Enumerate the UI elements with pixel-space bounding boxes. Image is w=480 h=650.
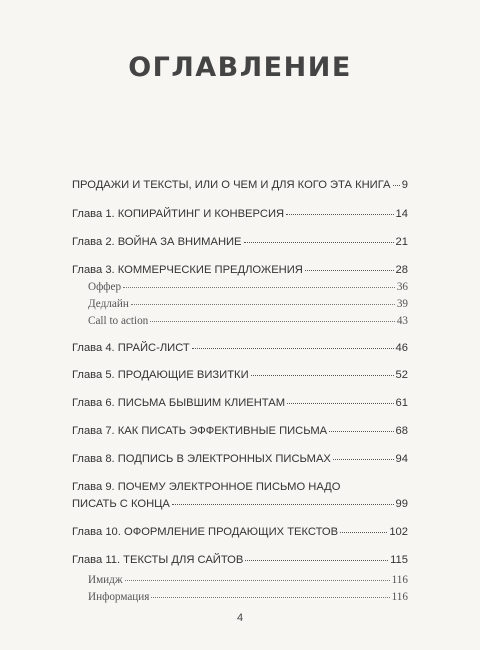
dot-leader — [245, 560, 388, 561]
toc-subentry-deadline — [88, 297, 408, 311]
toc-entry-page: 94 — [395, 453, 408, 465]
toc-subentry-label: Имидж — [88, 574, 123, 586]
toc-entry-intro — [72, 178, 408, 192]
toc-entry-page: 46 — [395, 342, 408, 354]
toc-entry-page: 61 — [395, 397, 408, 409]
toc-entry-page: 115 — [390, 554, 408, 566]
toc-subentry-page: 39 — [396, 298, 408, 310]
toc-entry-page: 28 — [395, 264, 408, 276]
toc-entry-page: 52 — [395, 369, 408, 381]
toc-entry-label: Глава 8. ПОДПИСЬ В ЭЛЕКТРОННЫХ ПИСЬМАХ — [72, 453, 331, 465]
toc-subentry-label: Call to action — [88, 315, 149, 327]
dot-leader — [131, 304, 395, 305]
dot-leader — [287, 403, 394, 404]
dot-leader — [329, 431, 393, 432]
toc-entry-label: ПРОДАЖИ И ТЕКСТЫ, ИЛИ О ЧЕМ И ДЛЯ КОГО ЭТА КНИГА — [72, 179, 391, 191]
toc-entry-page: 99 — [395, 498, 408, 510]
toc-entry-chapter-3 — [72, 263, 408, 277]
toc-entry-chapter-9-line-1: Глава 9. ПОЧЕМУ ЭЛЕКТРОННОЕ ПИСЬМО НАДО — [72, 481, 341, 493]
toc-subentry-page: 43 — [396, 315, 408, 327]
toc-entry-label: Глава 3. КОММЕРЧЕСКИЕ ПРЕДЛОЖЕНИЯ — [72, 264, 303, 276]
toc-entry-label: ПИСАТЬ С КОНЦА — [72, 498, 170, 510]
toc-subentry-image — [88, 573, 408, 587]
toc-subentry-call-to-action — [88, 314, 408, 328]
toc-entry-page: 102 — [389, 526, 408, 538]
dot-leader — [151, 597, 389, 598]
toc-subentry-label: Информация — [88, 591, 150, 603]
dot-leader — [393, 185, 400, 186]
dot-leader — [150, 321, 395, 322]
toc-entry-chapter-1 — [72, 207, 408, 221]
toc-subentry-page: 116 — [391, 591, 408, 603]
toc-entry-chapter-11 — [72, 553, 408, 567]
toc-entry-chapter-9 — [72, 497, 408, 511]
dot-leader — [244, 242, 394, 243]
toc-entry-page: 9 — [401, 179, 408, 191]
toc-entry-label: Глава 2. ВОЙНА ЗА ВНИМАНИЕ — [72, 236, 242, 248]
dot-leader — [172, 504, 394, 505]
toc-entry-page: 21 — [395, 236, 408, 248]
dot-leader — [251, 375, 394, 376]
toc-entry-chapter-4 — [72, 341, 408, 355]
toc-entry-label: Глава 4. ПРАЙС-ЛИСТ — [72, 342, 190, 354]
dot-leader — [286, 214, 393, 215]
toc-entry-label: Глава 5. ПРОДАЮЩИЕ ВИЗИТКИ — [72, 369, 249, 381]
toc-entry-chapter-7 — [72, 424, 408, 438]
toc-subentry-offer — [88, 280, 408, 294]
toc-entry-label: Глава 11. ТЕКСТЫ ДЛЯ САЙТОВ — [72, 554, 244, 566]
toc-subentry-page: 116 — [391, 574, 408, 586]
toc-entry-label: Глава 6. ПИСЬМА БЫВШИМ КЛИЕНТАМ — [72, 397, 286, 409]
toc-subentry-page: 36 — [396, 281, 408, 293]
toc-entry-chapter-8 — [72, 452, 408, 466]
page-title: ОГЛАВЛЕНИЕ — [128, 52, 352, 83]
toc-entry-page: 14 — [395, 208, 408, 220]
toc-entry-chapter-10 — [72, 525, 408, 539]
toc-entry-label: Глава 7. КАК ПИСАТЬ ЭФФЕКТИВНЫЕ ПИСЬМА — [72, 425, 328, 437]
toc-entry-label: Глава 10. ОФОРМЛЕНИЕ ПРОДАЮЩИХ ТЕКСТОВ — [72, 526, 339, 538]
toc-subentry-label: Оффер — [88, 281, 122, 293]
toc-entry-label: Глава 1. КОПИРАЙТИНГ И КОНВЕРСИЯ — [72, 208, 285, 220]
toc-entry-chapter-2 — [72, 235, 408, 249]
page-number: 4 — [236, 612, 244, 624]
dot-leader — [333, 459, 394, 460]
toc-entry-chapter-5 — [72, 368, 408, 382]
dot-leader — [305, 270, 394, 271]
toc-entry-page: 68 — [395, 425, 408, 437]
dot-leader — [123, 287, 395, 288]
toc-subentry-information — [88, 590, 408, 604]
dot-leader — [192, 348, 394, 349]
dot-leader — [340, 532, 387, 533]
toc-subentry-label: Дедлайн — [88, 298, 129, 310]
toc-entry-chapter-6 — [72, 396, 408, 410]
dot-leader — [125, 580, 390, 581]
